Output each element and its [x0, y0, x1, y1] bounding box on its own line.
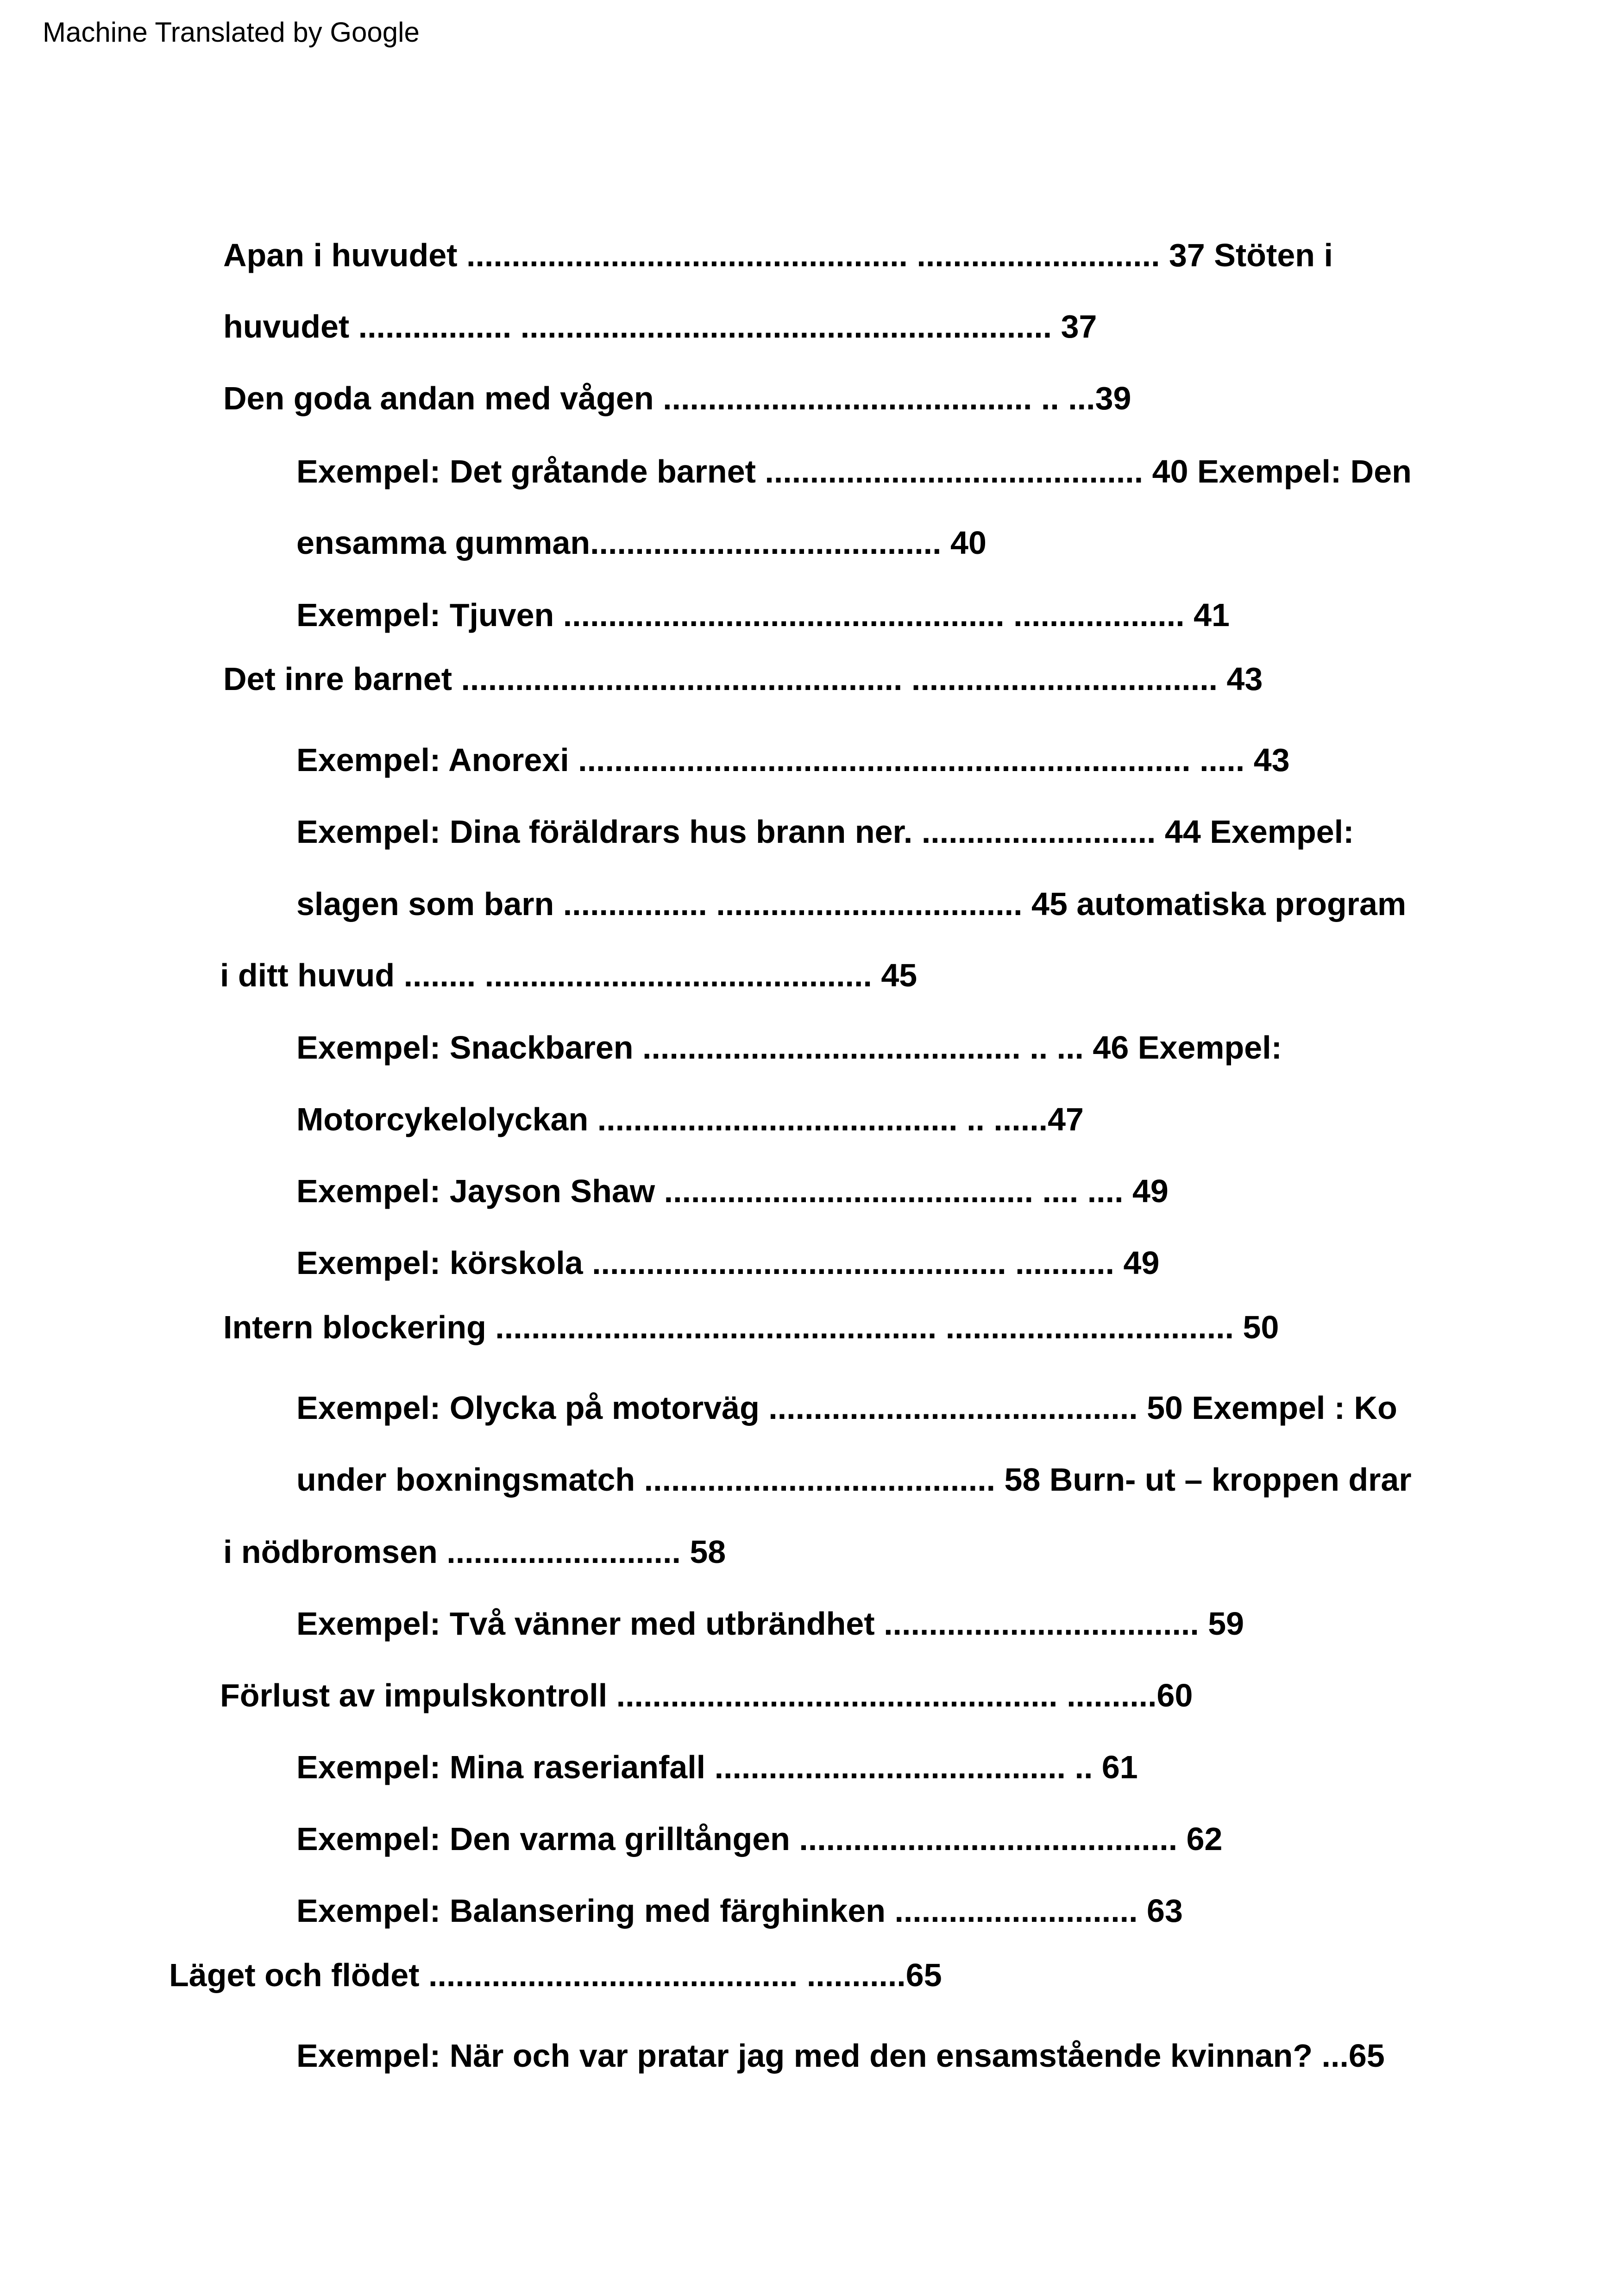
toc-entry: under boxningsmatch ....................................... 58 Burn- ut – kroppen drar — [296, 1462, 1412, 1498]
toc-entry: Exempel: Mina raserianfall ....................................... .. 61 — [296, 1749, 1138, 1785]
toc-entry: Exempel: Det gråtande barnet .......................................... 40 Exempel: Den — [296, 453, 1412, 489]
toc-entry: Exempel: Olycka på motorväg ......................................... 50 Exempel : Ko — [296, 1390, 1397, 1426]
toc-entry: Exempel: Dina föräldrars hus brann ner. .......................... 44 Exempel: — [296, 814, 1354, 850]
toc-entry: i ditt huvud ........ ........................................... 45 — [220, 957, 917, 993]
toc-entry: Exempel: Tjuven ................................................. ................... 41 — [296, 597, 1230, 633]
toc-entry: Exempel: körskola .............................................. ........... 49 — [296, 1245, 1160, 1281]
toc-entry: i nödbromsen .......................... 58 — [223, 1534, 726, 1570]
toc-entry: Exempel: Anorexi .................................................................... ..... 43 — [296, 742, 1290, 778]
toc-entry: Den goda andan med vågen ......................................... .. ...39 — [223, 380, 1131, 416]
toc-entry: slagen som barn ................ .................................. 45 automatiska program — [296, 886, 1407, 922]
toc-entry: Exempel: Balansering med färghinken ........................... 63 — [296, 1893, 1183, 1929]
toc-entry: huvudet ................. ........................................................... 37 — [223, 308, 1097, 345]
toc-entry: Läget och flödet ......................................... ...........65 — [169, 1957, 942, 1993]
toc-entry: Apan i huvudet ................................................. ........................... 37 Stöten i — [223, 237, 1333, 273]
toc-entry: ensamma gumman....................................... 40 — [296, 525, 986, 561]
toc-entry: Exempel: Snackbaren .......................................... .. ... 46 Exempel: — [296, 1029, 1282, 1066]
toc-entry: Motorcykelolyckan ........................................ .. ......47 — [296, 1101, 1084, 1137]
toc-entry: Exempel: Två vänner med utbrändhet ................................... 59 — [296, 1606, 1244, 1642]
toc-entry: Intern blockering ................................................. ................................ 50 — [223, 1309, 1279, 1345]
toc-entry: Det inre barnet ................................................. .................................. 43 — [223, 661, 1263, 697]
toc-entry: Exempel: När och var pratar jag med den ensamstående kvinnan? ...65 — [296, 2038, 1385, 2074]
toc-entry: Exempel: Jayson Shaw ......................................... .... .... 49 — [296, 1173, 1169, 1209]
toc-entry: Exempel: Den varma grilltången .......................................... 62 — [296, 1821, 1223, 1857]
machine-translation-banner: Machine Translated by Google — [43, 17, 420, 48]
toc-entry: Förlust av impulskontroll ................................................. ..........60 — [220, 1677, 1193, 1713]
